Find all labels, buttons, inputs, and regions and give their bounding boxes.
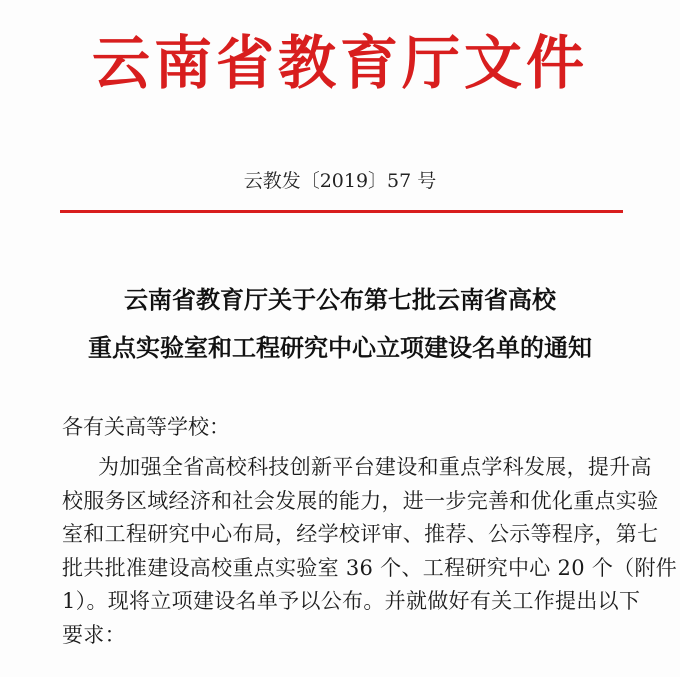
body-line: 校服务区域经济和社会发展的能力，进一步完善和优化重点实验 (62, 488, 659, 513)
document-number: 云教发〔2019〕57 号 (243, 170, 437, 192)
red-divider-line (60, 210, 623, 213)
salutation: 各有关高等学校： (62, 415, 230, 439)
notice-title (0, 276, 680, 372)
notice-title-line-2: 重点实验室和工程研究中心立项建设名单的通知 (88, 334, 592, 362)
body-line: 1）。现将立项建设名单予以公布。并就做好有关工作提出以下 (62, 589, 641, 613)
body-line: 为加强全省高校科技创新平台建设和重点学科发展，提升高 (98, 455, 652, 479)
body-line: 室和工程研究中心布局，经学校评审、推荐、公示等程序，第七 (62, 522, 659, 546)
body-line: 批共批准建设高校重点实验室 36 个、工程研究中心 20 个（附件 (62, 555, 678, 580)
issuer-heading: 云南省教育厅文件 (91, 29, 588, 97)
notice-body (62, 451, 678, 652)
notice-title-line-1: 云南省教育厅关于公布第七批云南省高校 (124, 286, 556, 314)
body-line: 要求： (62, 622, 126, 647)
